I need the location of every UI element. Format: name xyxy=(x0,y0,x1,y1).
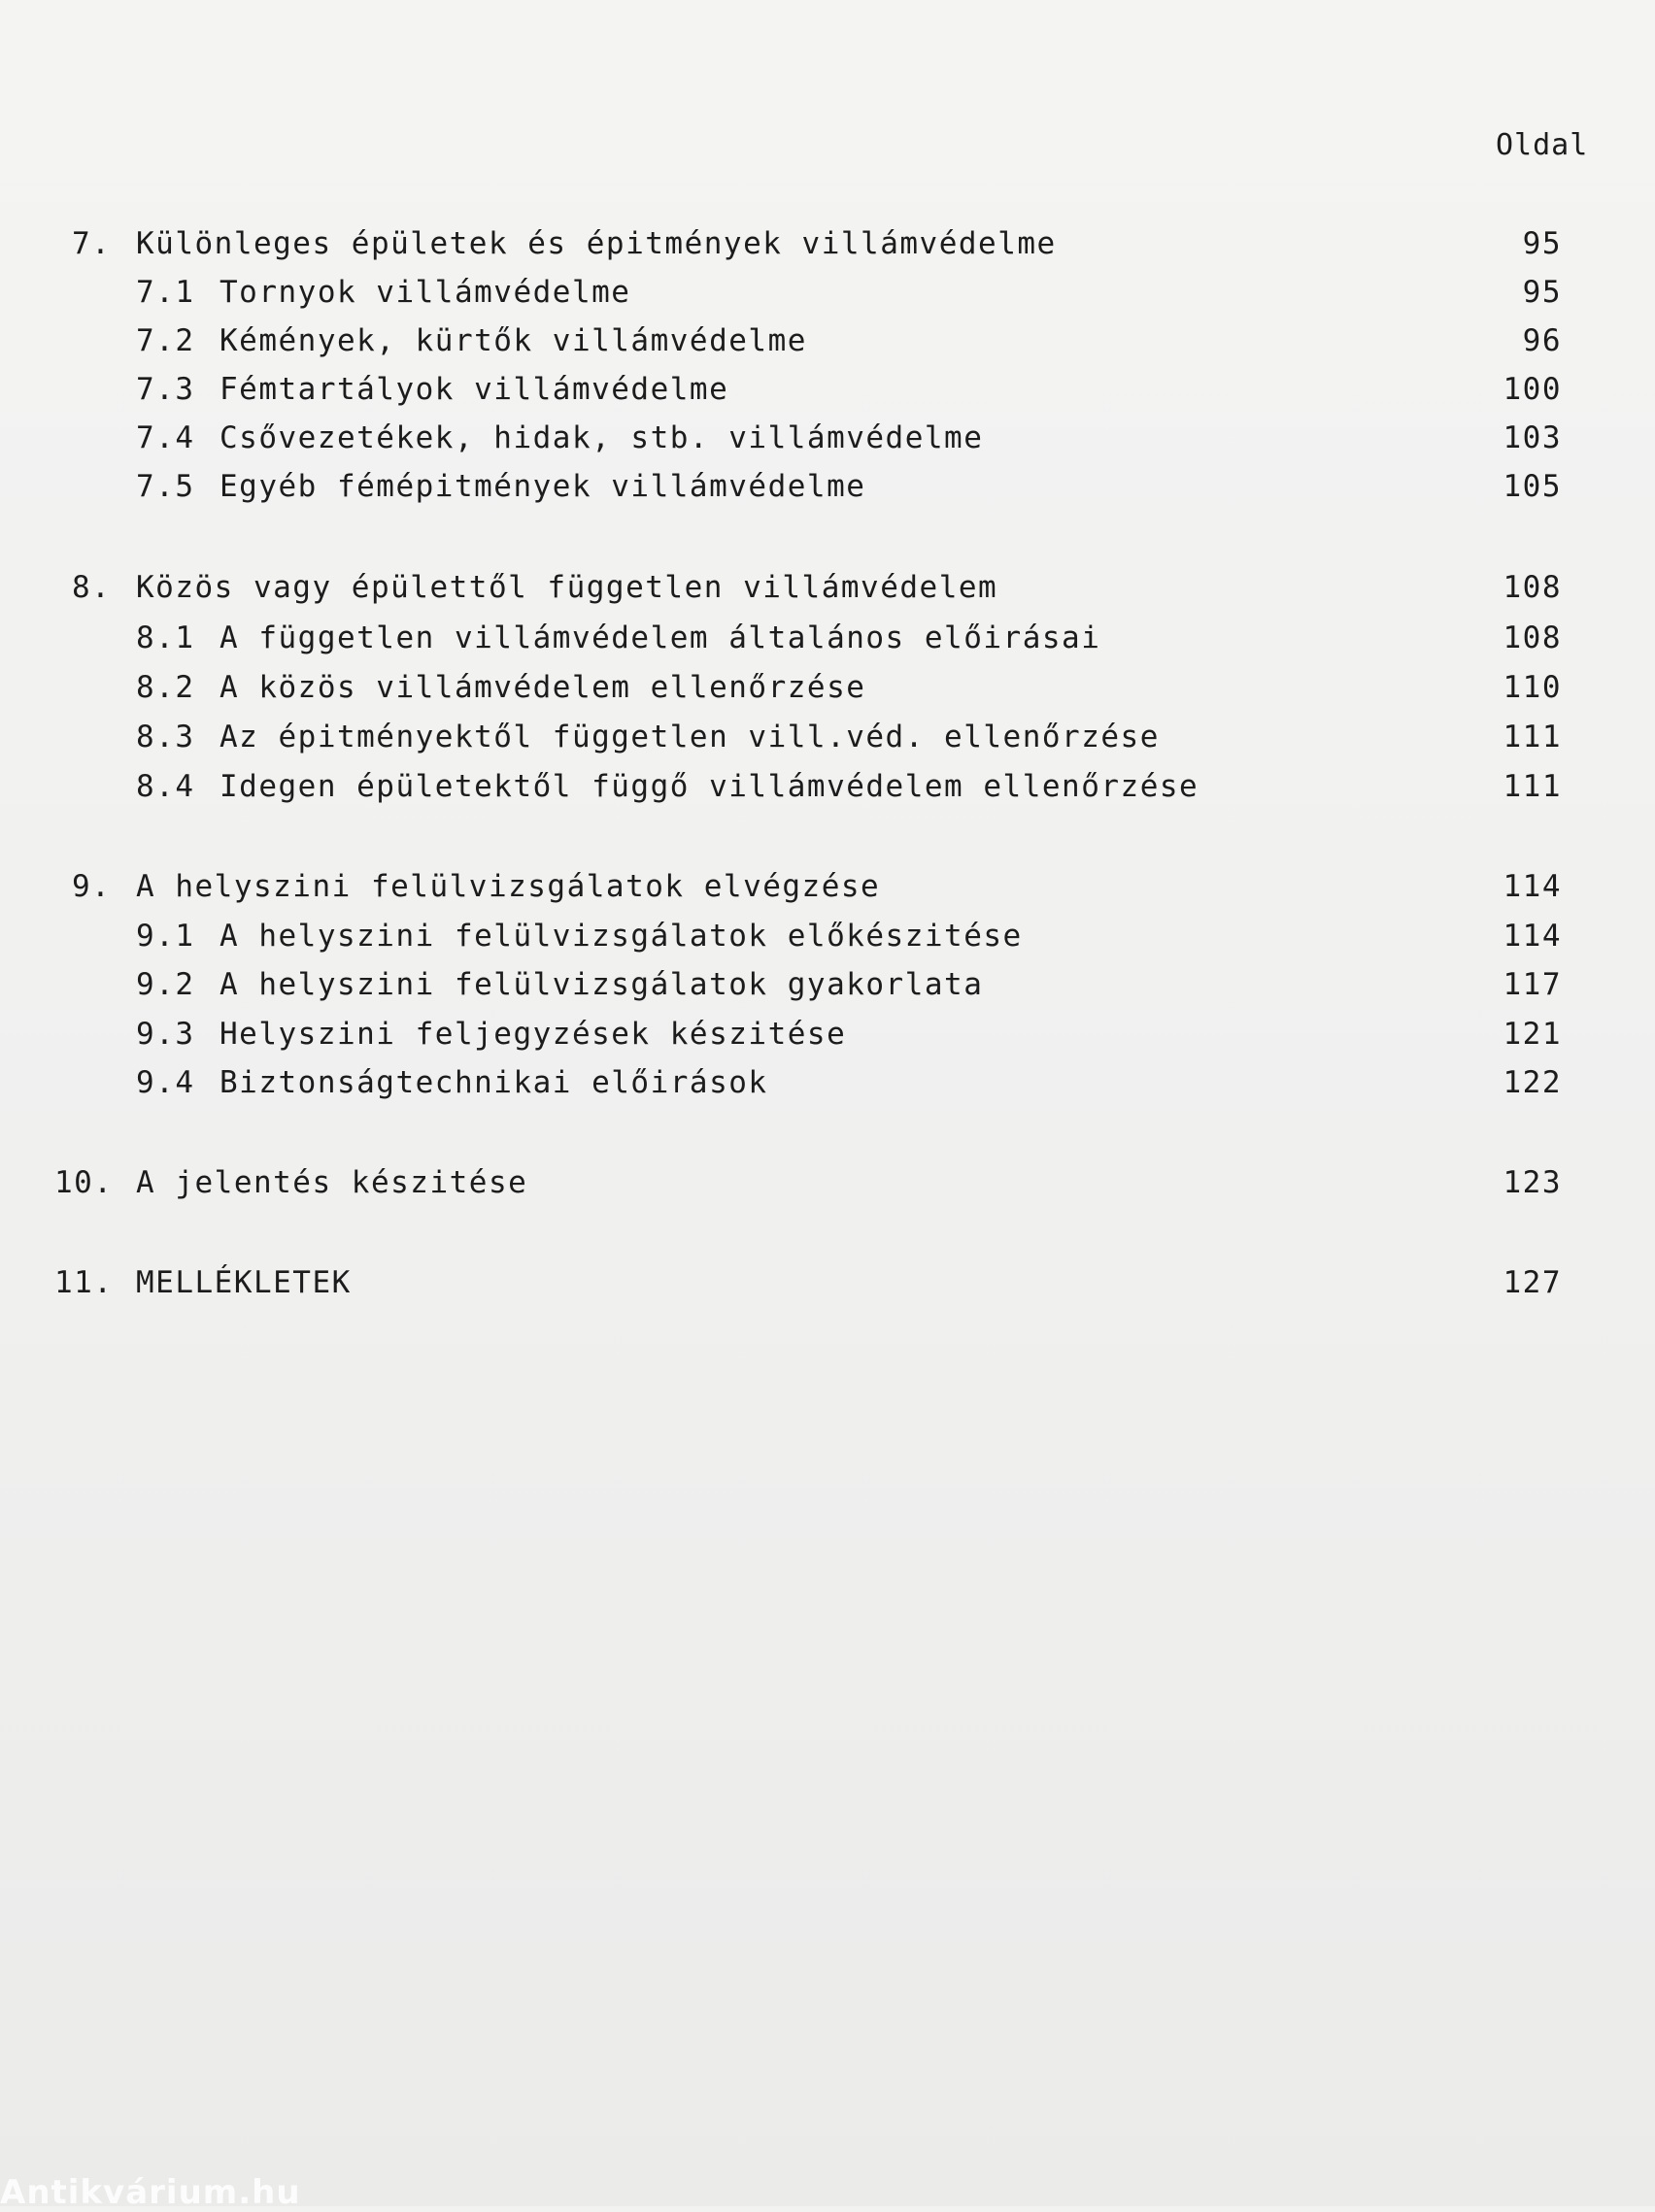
toc-title: MELLÉKLETEK xyxy=(136,1265,352,1300)
toc-row-chapter-11 xyxy=(0,1258,1655,1307)
toc-number: 8.2 xyxy=(136,670,195,705)
toc-page: 108 xyxy=(1503,620,1562,655)
toc-page: 127 xyxy=(1503,1265,1562,1300)
toc-number: 9. xyxy=(72,869,112,904)
toc-number: 7.5 xyxy=(136,469,195,504)
toc-number: 8. xyxy=(72,570,112,605)
toc-page: 121 xyxy=(1503,1017,1562,1052)
toc-page: 114 xyxy=(1503,869,1562,904)
toc-title: Egyéb fémépitmények villámvédelme xyxy=(220,469,866,504)
toc-row-section-8-1 xyxy=(0,614,1655,662)
page-column-label: Oldal xyxy=(1496,128,1589,162)
toc-row-section-7-3 xyxy=(0,365,1655,414)
toc-title: A jelentés készitése xyxy=(136,1165,528,1200)
toc-page: 122 xyxy=(1503,1065,1562,1100)
toc-number: 7.3 xyxy=(136,372,195,407)
toc-row-section-7-4 xyxy=(0,414,1655,462)
toc-title: A helyszini felülvizsgálatok gyakorlata xyxy=(220,967,984,1002)
toc-title: Kémények, kürtők villámvédelme xyxy=(220,323,807,358)
toc-row-section-9-2 xyxy=(0,960,1655,1009)
toc-title: Tornyok villámvédelme xyxy=(220,275,631,310)
toc-number: 7.2 xyxy=(136,323,195,358)
toc-number: 10. xyxy=(54,1165,114,1200)
toc-page: 110 xyxy=(1503,670,1562,705)
toc-number: 8.4 xyxy=(136,769,195,804)
toc-row-section-9-3 xyxy=(0,1010,1655,1058)
toc-page: 117 xyxy=(1503,967,1562,1002)
toc-number: 7.1 xyxy=(136,275,195,310)
toc-title: Az épitményektől független vill.véd. ellenőrzése xyxy=(220,720,1160,754)
toc-title: A helyszini felülvizsgálatok elvégzése xyxy=(136,869,881,904)
toc-number: 8.3 xyxy=(136,720,195,754)
toc-title: A helyszini felülvizsgálatok előkészitése xyxy=(220,919,1023,954)
toc-title: Idegen épületektől függő villámvédelem ellenőrzése xyxy=(220,769,1199,804)
toc-row-chapter-9 xyxy=(0,862,1655,911)
toc-title: Különleges épületek és épitmények villámvédelme xyxy=(136,226,1057,261)
toc-row-chapter-8 xyxy=(0,563,1655,612)
toc-page: 108 xyxy=(1503,570,1562,605)
toc-page: 123 xyxy=(1503,1165,1562,1200)
toc-page: 111 xyxy=(1503,769,1562,804)
toc-number: 9.2 xyxy=(136,967,195,1002)
toc-number: 7. xyxy=(72,226,112,261)
toc-page: 95 xyxy=(1522,226,1562,261)
toc-title: A közös villámvédelem ellenőrzése xyxy=(220,670,866,705)
toc-title: Csővezetékek, hidak, stb. villámvédelme xyxy=(220,420,984,455)
toc-page: 100 xyxy=(1503,372,1562,407)
toc-title: A független villámvédelem általános előirásai xyxy=(220,620,1101,655)
toc-row-chapter-10 xyxy=(0,1158,1655,1207)
toc-row-section-9-1 xyxy=(0,912,1655,960)
toc-page: 111 xyxy=(1503,720,1562,754)
toc-row-section-7-2 xyxy=(0,317,1655,365)
toc-title: Biztonságtechnikai előirások xyxy=(220,1065,768,1100)
toc-row-chapter-7 xyxy=(0,219,1655,268)
toc-title: Fémtartályok villámvédelme xyxy=(220,372,729,407)
toc-row-section-8-4 xyxy=(0,762,1655,811)
toc-number: 9.4 xyxy=(136,1065,195,1100)
toc-page: 103 xyxy=(1503,420,1562,455)
toc-page: 95 xyxy=(1522,275,1562,310)
toc-row-section-8-2 xyxy=(0,663,1655,712)
toc-row-section-7-5 xyxy=(0,462,1655,511)
toc-title: Közös vagy épülettől független villámvédelem xyxy=(136,570,998,605)
toc-row-section-9-4 xyxy=(0,1058,1655,1107)
toc-number: 9.3 xyxy=(136,1017,195,1052)
toc-page: 96 xyxy=(1522,323,1562,358)
toc-page: 114 xyxy=(1503,919,1562,954)
toc-title: Helyszini feljegyzések készitése xyxy=(220,1017,847,1052)
toc-number: 8.1 xyxy=(136,620,195,655)
toc-number: 9.1 xyxy=(136,919,195,954)
toc-row-section-7-1 xyxy=(0,268,1655,317)
toc-number: 7.4 xyxy=(136,420,195,455)
toc-number: 11. xyxy=(54,1265,114,1300)
toc-page: 105 xyxy=(1503,469,1562,504)
watermark: Antikvárium.hu xyxy=(0,2173,301,2212)
toc-row-section-8-3 xyxy=(0,713,1655,761)
